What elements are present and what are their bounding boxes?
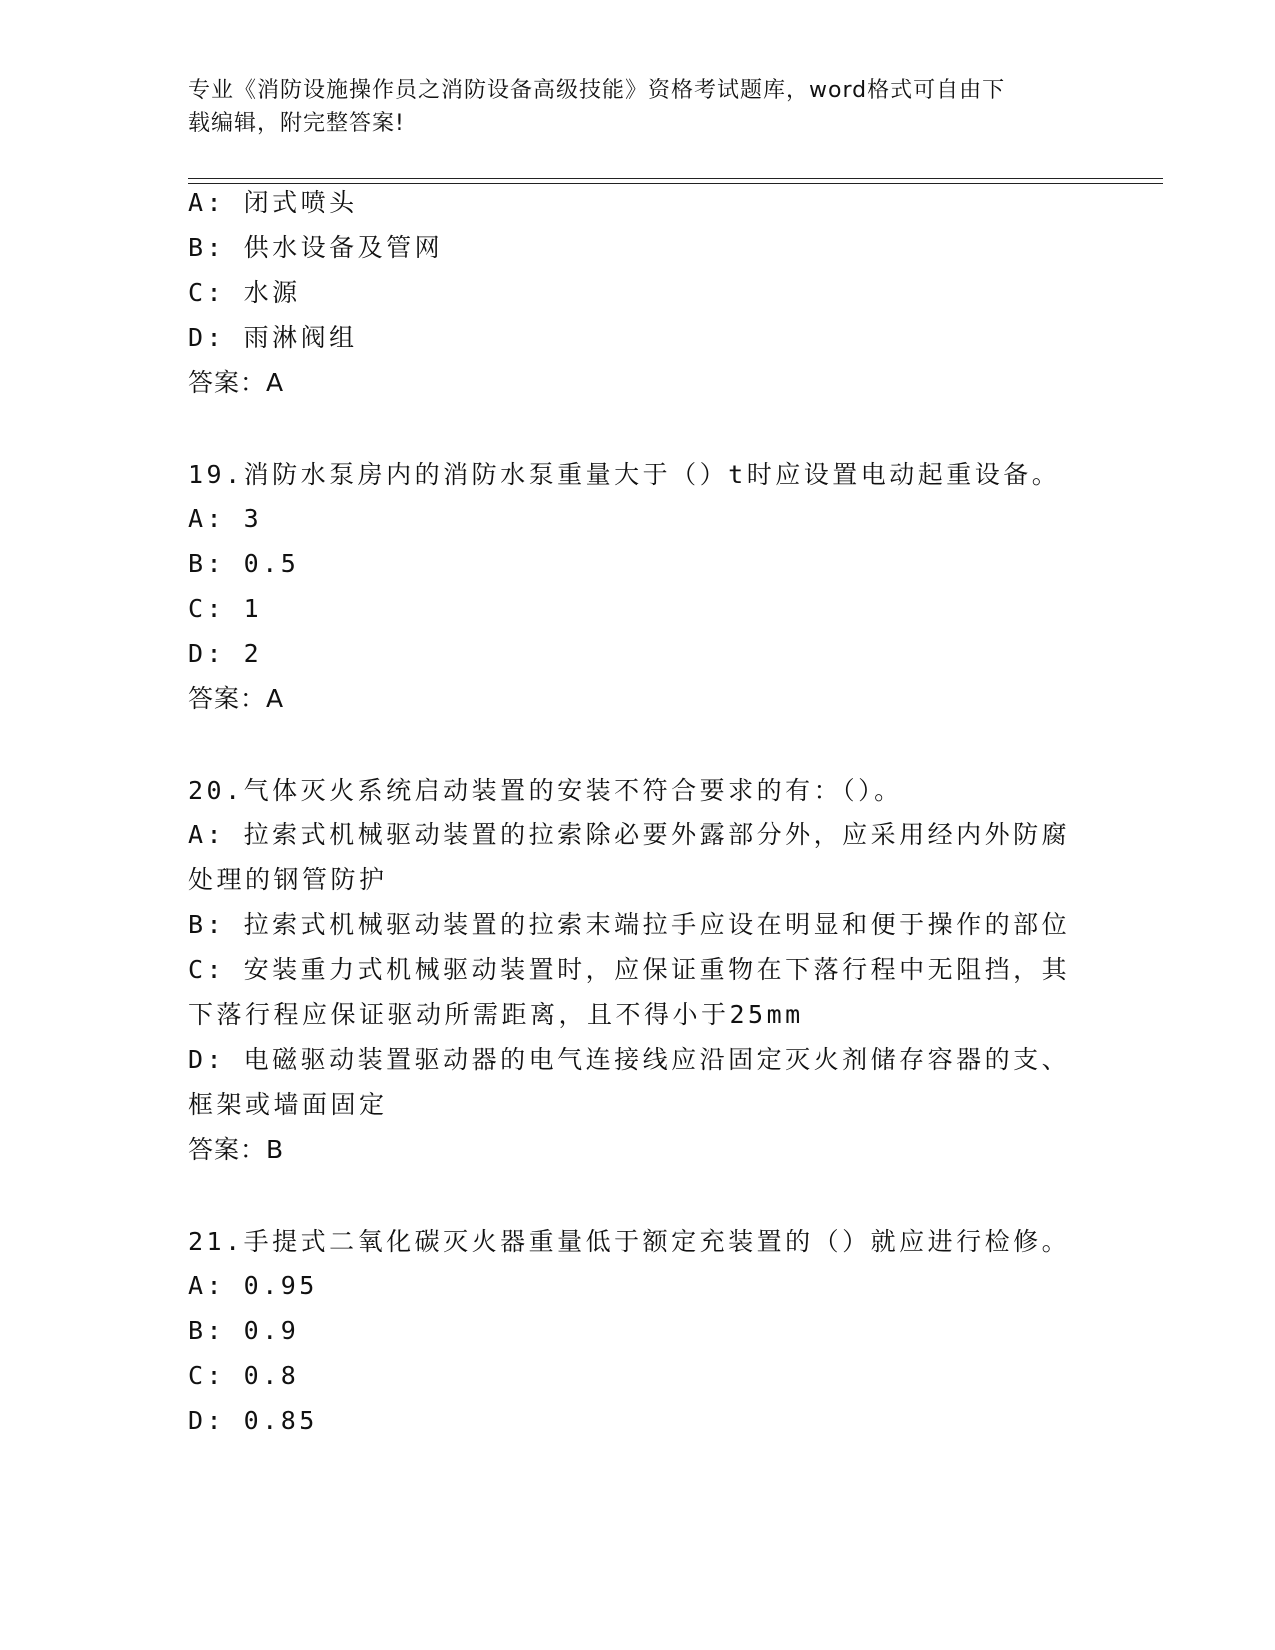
q20-option-c-line1: C: 安装重力式机械驱动装置时，应保证重物在下落行程中无阻挡，其 (188, 955, 1071, 984)
q21-option-a: A: 0.95 (188, 1271, 318, 1300)
header-divider-bottom (188, 183, 1163, 184)
q18-option-b: B: 供水设备及管网 (188, 233, 444, 262)
q21-option-d: D: 0.85 (188, 1406, 318, 1435)
q20-answer: 答案：B (188, 1135, 285, 1164)
q18-option-c: C: 水源 (188, 278, 301, 307)
header-line-1: 专业《消防设施操作员之消防设备高级技能》资格考试题库，word格式可自由下 (188, 78, 1006, 103)
q20-option-b: B: 拉索式机械驱动装置的拉索末端拉手应设在明显和便于操作的部位 (188, 910, 1071, 939)
q19-option-c: C: 1 (188, 594, 263, 623)
document-header (188, 74, 1088, 140)
q21-question: 21.手提式二氧化碳灭火器重量低于额定充装置的（）就应进行检修。 (188, 1227, 1071, 1256)
q20-option-c-line2: 下落行程应保证驱动所需距离，且不得小于25mm (188, 1000, 804, 1029)
header-line-2: 载编辑，附完整答案! (188, 111, 405, 136)
q18-answer: 答案：A (188, 368, 285, 397)
q20-option-d-line2: 框架或墙面固定 (188, 1090, 388, 1119)
q20-question: 20.气体灭火系统启动装置的安装不符合要求的有：（）。 (188, 776, 903, 805)
q20-option-a-line1: A: 拉索式机械驱动装置的拉索除必要外露部分外，应采用经内外防腐 (188, 820, 1071, 849)
q21-option-c: C: 0.8 (188, 1361, 300, 1390)
q18-option-a: A: 闭式喷头 (188, 188, 358, 217)
q19-option-d: D: 2 (188, 639, 263, 668)
header-divider-top (188, 178, 1163, 179)
q20-option-a-line2: 处理的钢管防护 (188, 865, 388, 894)
q19-option-b: B: 0.5 (188, 549, 300, 578)
q19-question: 19.消防水泵房内的消防水泵重量大于（）t时应设置电动起重设备。 (188, 460, 1061, 489)
q19-option-a: A: 3 (188, 504, 263, 533)
q20-option-d-line1: D: 电磁驱动装置驱动器的电气连接线应沿固定灭火剂储存容器的支、 (188, 1045, 1071, 1074)
q19-answer: 答案：A (188, 684, 285, 713)
q18-option-d: D: 雨淋阀组 (188, 323, 358, 352)
q21-option-b: B: 0.9 (188, 1316, 300, 1345)
